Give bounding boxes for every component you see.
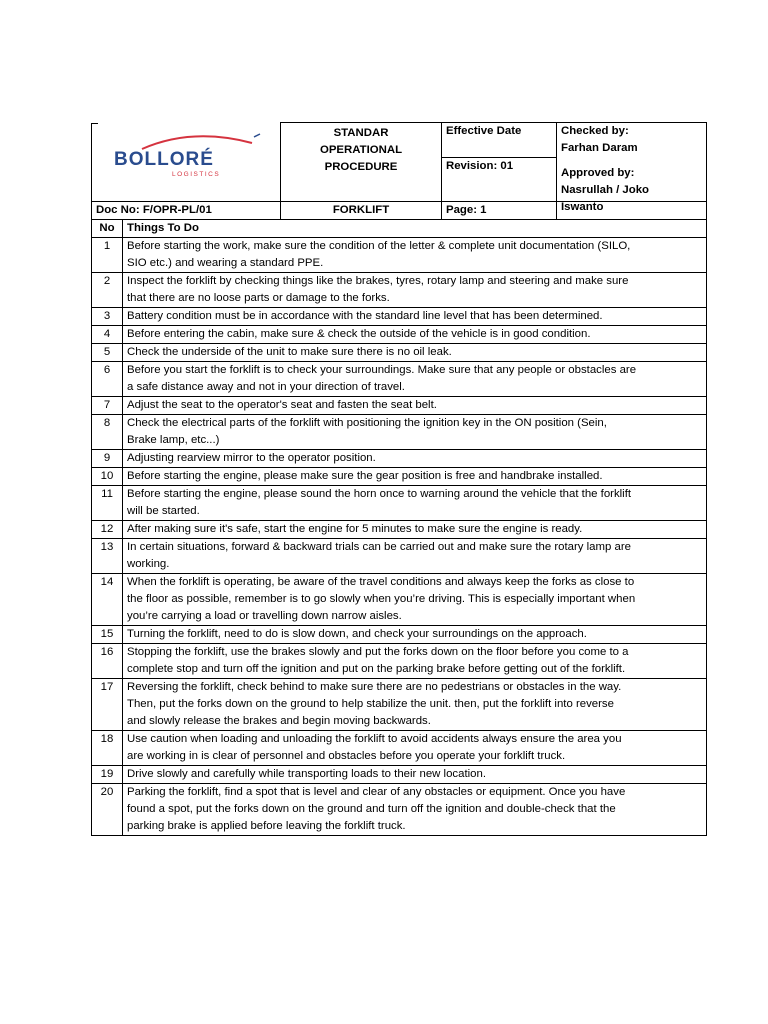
- approved-by-label: Approved by:: [561, 166, 635, 179]
- step-text-line: found a spot, put the forks down on the ground and turn off the ignition and double-check that the: [127, 802, 616, 815]
- table-row: [92, 485, 707, 520]
- step-text-line: Use caution when loading and unloading the forklift to avoid accidents always ensure the area you: [127, 732, 622, 745]
- step-text-line: you’re carrying a load or travelling down narrow aisles.: [127, 609, 402, 622]
- step-number: 11: [92, 485, 123, 520]
- step-text-line: Inspect the forklift by checking things like the brakes, tyres, rotary lamp and steering and make sure: [127, 274, 629, 287]
- step-text: [123, 325, 707, 343]
- table-row: [92, 414, 707, 449]
- step-text-line: a safe distance away and not in your direction of travel.: [127, 380, 405, 393]
- step-text-line: Check the electrical parts of the forklift with positioning the ignition key in the ON position (Sein,: [127, 416, 607, 429]
- step-text: [123, 396, 707, 414]
- step-text-line: will be started.: [127, 504, 200, 517]
- approved-by-cell: [557, 166, 707, 219]
- table-row: [92, 643, 707, 678]
- step-text-line: Adjust the seat to the operator's seat and fasten the seat belt.: [127, 398, 437, 411]
- step-text-line: Before entering the cabin, make sure & check the outside of the vehicle is in good condition.: [127, 327, 591, 340]
- step-text: [123, 730, 707, 765]
- approved-by-name: Nasrullah / Joko: [561, 183, 649, 196]
- step-text-line: SIO etc.) and wearing a standard PPE.: [127, 256, 324, 269]
- step-number: 12: [92, 520, 123, 538]
- step-number: 17: [92, 678, 123, 730]
- table-row: [92, 467, 707, 485]
- step-text-line: Drive slowly and carefully while transporting loads to their new location.: [127, 767, 486, 780]
- step-text: [123, 307, 707, 325]
- step-number: 14: [92, 573, 123, 625]
- step-text-line: Before starting the engine, please make sure the gear position is free and handbrake installed.: [127, 469, 603, 482]
- step-number: 6: [92, 361, 123, 396]
- step-text-line: Turning the forklift, need to do is slow down, and check your surroundings on the approach.: [127, 627, 587, 640]
- table-row: [92, 520, 707, 538]
- step-text: [123, 643, 707, 678]
- step-text-line: Stopping the forklift, use the brakes slowly and put the forks down on the floor before you come to a: [127, 645, 629, 658]
- step-text-line: Check the underside of the unit to make sure there is no oil leak.: [127, 345, 452, 358]
- step-number: 8: [92, 414, 123, 449]
- step-text-line: After making sure it's safe, start the engine for 5 minutes to make sure the engine is ready.: [127, 522, 583, 535]
- step-text: [123, 467, 707, 485]
- step-number: 9: [92, 449, 123, 467]
- step-text: [123, 573, 707, 625]
- step-text-line: Reversing the forklift, check behind to make sure there are no pedestrians or obstacles in the way.: [127, 680, 622, 693]
- sop-title: STANDAR OPERATIONAL PROCEDURE: [281, 123, 442, 202]
- procedure-table: [91, 220, 707, 836]
- table-header-row: [92, 220, 707, 238]
- step-number: 2: [92, 272, 123, 307]
- logo-text: BOLLORÉ: [114, 148, 214, 170]
- step-text-line: In certain situations, forward & backward trials can be carried out and make sure the rotary lamp are: [127, 540, 631, 553]
- step-number: 13: [92, 538, 123, 573]
- step-text: [123, 449, 707, 467]
- step-number: 15: [92, 625, 123, 643]
- procedure-rows: [92, 237, 707, 835]
- step-text: [123, 414, 707, 449]
- step-text-line: Then, put the forks down on the ground to help stabilize the unit. then, put the forklift into reverse: [127, 697, 614, 710]
- doc-number: Doc No: F/OPR-PL/01: [92, 201, 281, 219]
- revision-label: Revision: 01: [442, 158, 557, 201]
- step-text: [123, 783, 707, 835]
- table-row: [92, 361, 707, 396]
- checked-by-name: Farhan Daram: [561, 142, 638, 154]
- sop-header-table: [91, 122, 707, 220]
- table-row: [92, 272, 707, 307]
- step-text-line: Adjusting rearview mirror to the operator position.: [127, 451, 376, 464]
- step-text-line: Battery condition must be in accordance with the standard line level that has been determined.: [127, 309, 603, 322]
- step-text-line: Before you start the forklift is to check your surroundings. Make sure that any people or obstacles are: [127, 363, 637, 376]
- step-text-line: Before starting the engine, please sound the horn once to warning around the vehicle that the forklift: [127, 487, 632, 500]
- checked-by-label: Checked by:: [561, 125, 629, 137]
- logo-swoosh-icon: [132, 133, 262, 155]
- step-number: 20: [92, 783, 123, 835]
- step-text: [123, 538, 707, 573]
- table-row: [92, 343, 707, 361]
- step-text: [123, 237, 707, 272]
- step-number: 18: [92, 730, 123, 765]
- step-text-line: that there are no loose parts or damage to the forks.: [127, 291, 390, 304]
- step-text-line: working.: [127, 557, 170, 570]
- table-row: [92, 538, 707, 573]
- company-logo: [114, 135, 220, 183]
- step-text-line: Before starting the work, make sure the condition of the letter & complete unit documentation (SILO,: [127, 239, 631, 252]
- step-text-line: complete stop and turn off the ignition and put on the parking brake before getting out of the forklift.: [127, 662, 626, 675]
- step-text-line: When the forklift is operating, be aware of the travel conditions and always keep the forks as close to: [127, 575, 635, 588]
- step-number: 4: [92, 325, 123, 343]
- step-text: [123, 765, 707, 783]
- step-number: 19: [92, 765, 123, 783]
- col-no-header: No: [92, 220, 123, 238]
- step-number: 10: [92, 467, 123, 485]
- step-text-line: the floor as possible, remember is to go slowly when you’re driving. This is especially important when: [127, 592, 636, 605]
- sop-subject: FORKLIFT: [281, 201, 442, 219]
- step-text-line: parking brake is applied before leaving the forklift truck.: [127, 819, 406, 832]
- step-text-line: Parking the forklift, find a spot that is level and clear of any obstacles or equipment. Once you have: [127, 785, 626, 798]
- logo-cell: [92, 123, 281, 202]
- step-text-line: Brake lamp, etc...): [127, 433, 220, 446]
- table-row: [92, 678, 707, 730]
- step-text-line: and slowly release the brakes and begin moving backwards.: [127, 714, 431, 727]
- step-number: 7: [92, 396, 123, 414]
- step-text: [123, 361, 707, 396]
- table-row: [92, 396, 707, 414]
- table-row: [92, 573, 707, 625]
- logo-subtext: LOGISTICS: [172, 170, 221, 178]
- approved-by-name-2: Iswanto: [561, 200, 604, 213]
- step-number: 3: [92, 307, 123, 325]
- page-number: Page: 1: [442, 201, 557, 219]
- table-row: [92, 730, 707, 765]
- col-things-header: Things To Do: [123, 220, 707, 238]
- table-row: [92, 325, 707, 343]
- step-text: [123, 485, 707, 520]
- step-number: 16: [92, 643, 123, 678]
- effective-date-label: Effective Date: [442, 123, 557, 158]
- table-row: [92, 307, 707, 325]
- step-text: [123, 343, 707, 361]
- table-row: [92, 449, 707, 467]
- step-text: [123, 678, 707, 730]
- table-row: [92, 783, 707, 835]
- table-row: [92, 237, 707, 272]
- step-number: 5: [92, 343, 123, 361]
- table-row: [92, 625, 707, 643]
- sop-document: [91, 122, 706, 836]
- step-number: 1: [92, 237, 123, 272]
- table-row: [92, 765, 707, 783]
- step-text: [123, 272, 707, 307]
- step-text-line: are working in is clear of personnel and obstacles before you operate your forklift truck.: [127, 749, 566, 762]
- step-text: [123, 625, 707, 643]
- step-text: [123, 520, 707, 538]
